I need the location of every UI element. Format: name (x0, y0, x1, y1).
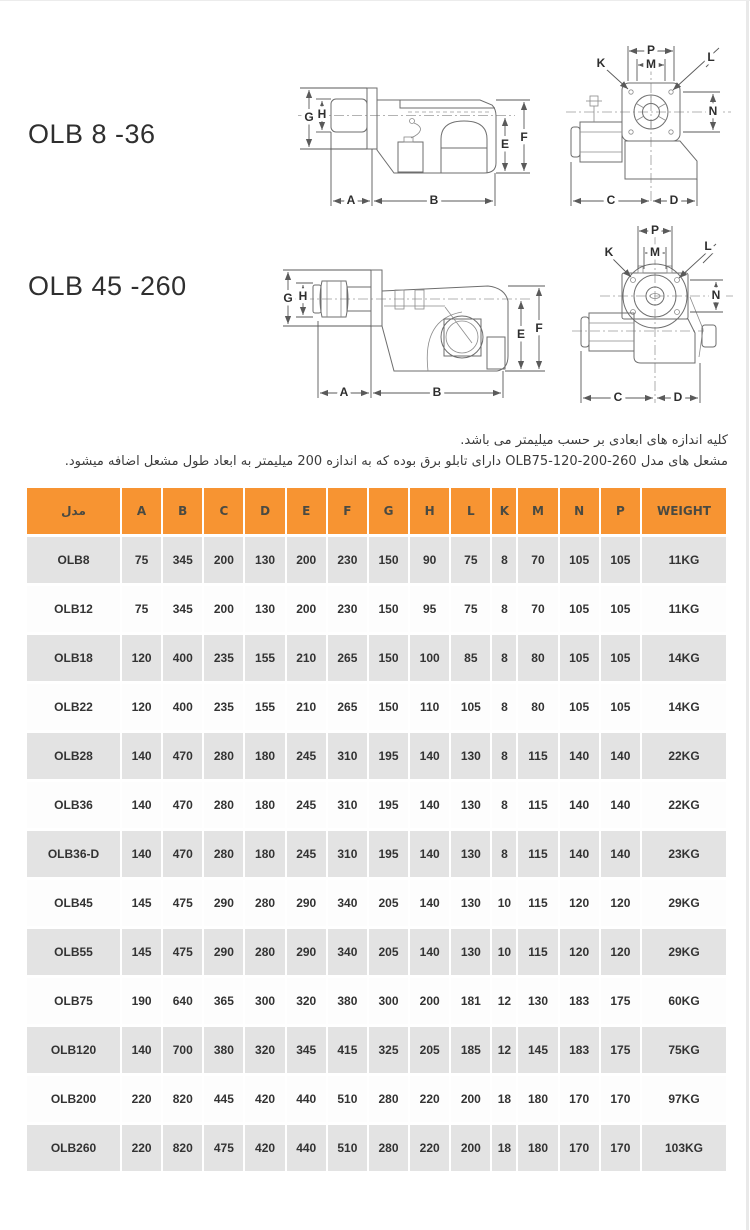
value-cell-a: 220 (122, 1125, 161, 1171)
value-cell-g: 195 (369, 831, 408, 877)
value-cell-h: 205 (410, 1027, 449, 1073)
value-cell-n: 140 (560, 733, 599, 779)
value-cell-m: 180 (518, 1125, 557, 1171)
value-cell-c: 290 (204, 929, 243, 975)
value-cell-l: 85 (451, 635, 490, 681)
value-cell-weight: 60KG (642, 978, 726, 1024)
column-header-b: B (163, 488, 202, 534)
value-cell-h: 140 (410, 831, 449, 877)
value-cell-b: 400 (163, 684, 202, 730)
value-cell-d: 180 (245, 733, 284, 779)
column-header-weight: WEIGHT (642, 488, 726, 534)
bolt-hole (629, 130, 633, 134)
value-cell-b: 470 (163, 782, 202, 828)
value-cell-weight: 11KG (642, 586, 726, 632)
value-cell-p: 105 (601, 684, 640, 730)
value-cell-weight: 75KG (642, 1027, 726, 1073)
dim-label-l: L (707, 50, 715, 65)
olb8-36-side-drawing (298, 88, 530, 207)
value-cell-g: 280 (369, 1125, 408, 1171)
value-cell-a: 140 (122, 831, 161, 877)
value-cell-e: 245 (287, 782, 326, 828)
table-row-olb36 (27, 782, 726, 828)
column-header-h: H (410, 488, 449, 534)
value-cell-h: 220 (410, 1076, 449, 1122)
value-cell-c: 200 (204, 586, 243, 632)
value-cell-weight: 14KG (642, 635, 726, 681)
model-cell: OLB18 (27, 635, 120, 681)
dim-label-n: N (708, 104, 718, 119)
dim-label-n: N (711, 288, 721, 303)
dim-label-a: A (339, 385, 349, 400)
value-cell-n: 140 (560, 782, 599, 828)
dim-label-a: A (346, 193, 356, 208)
value-cell-d: 300 (245, 978, 284, 1024)
value-cell-b: 470 (163, 831, 202, 877)
value-cell-e: 440 (287, 1125, 326, 1171)
fan-circle (441, 316, 483, 358)
value-cell-e: 245 (287, 831, 326, 877)
value-cell-m: 180 (518, 1076, 557, 1122)
model-cell: OLB200 (27, 1076, 120, 1122)
value-cell-h: 110 (410, 684, 449, 730)
value-cell-n: 105 (560, 635, 599, 681)
value-cell-p: 175 (601, 978, 640, 1024)
value-cell-a: 140 (122, 733, 161, 779)
mounting-flange (371, 270, 382, 326)
value-cell-p: 175 (601, 1027, 640, 1073)
value-cell-f: 380 (328, 978, 367, 1024)
value-cell-c: 445 (204, 1076, 243, 1122)
value-cell-h: 220 (410, 1125, 449, 1171)
olb45-260-front-drawing (572, 223, 733, 404)
dim-label-h: H (298, 289, 308, 304)
value-cell-b: 640 (163, 978, 202, 1024)
dim-label-p: P (650, 223, 660, 238)
value-cell-c: 280 (204, 782, 243, 828)
value-cell-b: 820 (163, 1076, 202, 1122)
value-cell-b: 400 (163, 635, 202, 681)
value-cell-b: 700 (163, 1027, 202, 1073)
dim-label-l: L (704, 239, 712, 254)
column-header-g: G (369, 488, 408, 534)
table-row-olb36-d (27, 831, 726, 877)
value-cell-d: 420 (245, 1076, 284, 1122)
value-cell-n: 105 (560, 586, 599, 632)
value-cell-m: 70 (518, 586, 557, 632)
value-cell-a: 220 (122, 1076, 161, 1122)
body-step (400, 100, 495, 108)
value-cell-m: 115 (518, 880, 557, 926)
value-cell-m: 115 (518, 831, 557, 877)
value-cell-c: 380 (204, 1027, 243, 1073)
body-silhouette (625, 141, 697, 179)
header-row (27, 488, 726, 534)
value-cell-m: 80 (518, 635, 557, 681)
table-row-olb45 (27, 880, 726, 926)
column-header-m: M (518, 488, 557, 534)
column-header-l: L (451, 488, 490, 534)
value-cell-weight: 14KG (642, 684, 726, 730)
value-cell-l: 130 (451, 831, 490, 877)
dim-label-m: M (650, 245, 660, 260)
column-header-e: E (287, 488, 326, 534)
value-cell-k: 8 (492, 635, 516, 681)
value-cell-g: 280 (369, 1076, 408, 1122)
model-cell: OLB55 (27, 929, 120, 975)
value-cell-p: 170 (601, 1125, 640, 1171)
value-cell-weight: 97KG (642, 1076, 726, 1122)
dim-label-m: M (646, 57, 656, 72)
dim-label-g: G (283, 291, 293, 306)
value-cell-p: 170 (601, 1076, 640, 1122)
fan-circle-inner (446, 321, 478, 353)
value-cell-n: 183 (560, 978, 599, 1024)
value-cell-d: 155 (245, 684, 284, 730)
value-cell-d: 130 (245, 537, 284, 583)
value-cell-d: 155 (245, 635, 284, 681)
value-cell-c: 200 (204, 537, 243, 583)
value-cell-m: 145 (518, 1027, 557, 1073)
value-cell-a: 75 (122, 537, 161, 583)
model-cell: OLB12 (27, 586, 120, 632)
table-row-olb200 (27, 1076, 726, 1122)
model-cell: OLB45 (27, 880, 120, 926)
value-cell-m: 115 (518, 733, 557, 779)
table-row-olb55 (27, 929, 726, 975)
value-cell-b: 345 (163, 586, 202, 632)
model-range-title-olb8-36: OLB 8 -36 (28, 119, 156, 149)
value-cell-b: 475 (163, 880, 202, 926)
value-cell-n: 183 (560, 1027, 599, 1073)
value-cell-b: 820 (163, 1125, 202, 1171)
value-cell-b: 475 (163, 929, 202, 975)
value-cell-e: 210 (287, 684, 326, 730)
value-cell-m: 80 (518, 684, 557, 730)
value-cell-p: 120 (601, 880, 640, 926)
value-cell-m: 115 (518, 929, 557, 975)
value-cell-weight: 11KG (642, 537, 726, 583)
value-cell-h: 140 (410, 782, 449, 828)
bolt-hole (669, 90, 673, 94)
dim-label-e: E (500, 137, 510, 152)
burner-body (377, 100, 496, 173)
value-cell-a: 190 (122, 978, 161, 1024)
model-range-title-olb45-260: OLB 45 -260 (28, 271, 187, 301)
value-cell-a: 120 (122, 635, 161, 681)
motor-cap (581, 317, 589, 347)
bolt-hole (631, 310, 636, 315)
value-cell-p: 140 (601, 733, 640, 779)
value-cell-d: 180 (245, 782, 284, 828)
value-cell-l: 181 (451, 978, 490, 1024)
note-control-panel: مشعل های مدل OLB75-120-200-260 دارای تابلو برق بوده که به اندازه 200 میلیمتر به ابعاد طول مشعل اضافه میشود. (64, 454, 728, 469)
photocell-box (702, 325, 716, 347)
model-cell: OLB75 (27, 978, 120, 1024)
value-cell-c: 475 (204, 1125, 243, 1171)
value-cell-k: 8 (492, 586, 516, 632)
table-row-olb12 (27, 586, 726, 632)
value-cell-f: 510 (328, 1125, 367, 1171)
fan-frame (444, 319, 481, 356)
value-cell-l: 130 (451, 929, 490, 975)
model-cell: OLB36-D (27, 831, 120, 877)
dim-label-f: F (535, 321, 543, 336)
dim-label-b: B (429, 193, 439, 208)
value-cell-p: 120 (601, 929, 640, 975)
value-cell-h: 200 (410, 978, 449, 1024)
value-cell-h: 140 (410, 929, 449, 975)
value-cell-a: 145 (122, 929, 161, 975)
value-cell-c: 280 (204, 831, 243, 877)
value-cell-n: 120 (560, 929, 599, 975)
column-header-n: N (560, 488, 599, 534)
value-cell-g: 325 (369, 1027, 408, 1073)
value-cell-f: 310 (328, 733, 367, 779)
table-row-olb22 (27, 684, 726, 730)
value-cell-l: 185 (451, 1027, 490, 1073)
value-cell-h: 90 (410, 537, 449, 583)
value-cell-e: 245 (287, 733, 326, 779)
model-cell: OLB28 (27, 733, 120, 779)
value-cell-m: 115 (518, 782, 557, 828)
value-cell-l: 75 (451, 586, 490, 632)
value-cell-k: 18 (492, 1076, 516, 1122)
dim-label-e: E (516, 327, 526, 342)
value-cell-g: 150 (369, 684, 408, 730)
value-cell-e: 345 (287, 1027, 326, 1073)
value-cell-c: 280 (204, 733, 243, 779)
value-cell-e: 320 (287, 978, 326, 1024)
value-cell-b: 345 (163, 537, 202, 583)
dim-label-p: P (646, 43, 656, 58)
value-cell-k: 8 (492, 537, 516, 583)
wire-curve (411, 123, 420, 138)
value-cell-n: 140 (560, 831, 599, 877)
value-cell-e: 200 (287, 586, 326, 632)
value-cell-l: 200 (451, 1125, 490, 1171)
value-cell-f: 265 (328, 684, 367, 730)
value-cell-p: 105 (601, 586, 640, 632)
value-cell-g: 150 (369, 537, 408, 583)
dim-label-h: H (317, 107, 327, 122)
column-header-c: C (204, 488, 243, 534)
value-cell-e: 440 (287, 1076, 326, 1122)
value-cell-k: 10 (492, 880, 516, 926)
bolt-hole (629, 90, 633, 94)
value-cell-a: 75 (122, 586, 161, 632)
value-cell-f: 340 (328, 880, 367, 926)
value-cell-e: 290 (287, 880, 326, 926)
value-cell-h: 140 (410, 880, 449, 926)
column-header-k: K (492, 488, 516, 534)
value-cell-weight: 103KG (642, 1125, 726, 1171)
model-cell: OLB120 (27, 1027, 120, 1073)
table-row-olb260 (27, 1125, 726, 1171)
value-cell-n: 170 (560, 1076, 599, 1122)
value-cell-l: 75 (451, 537, 490, 583)
bolt-hole (675, 310, 680, 315)
value-cell-p: 140 (601, 831, 640, 877)
value-cell-n: 105 (560, 684, 599, 730)
column-header-f: F (328, 488, 367, 534)
fan-housing-arch (441, 121, 487, 173)
technical-drawings (0, 1, 750, 431)
value-cell-m: 130 (518, 978, 557, 1024)
note-units: کلیه اندازه های ابعادی بر حسب میلیمتر می باشد. (460, 433, 728, 448)
model-cell: OLB36 (27, 782, 120, 828)
motor (580, 122, 622, 162)
value-cell-m: 70 (518, 537, 557, 583)
dim-label-d: D (673, 390, 683, 405)
dimensions-table (25, 485, 728, 1174)
dim-label-k: K (596, 56, 606, 71)
value-cell-f: 310 (328, 831, 367, 877)
table-row-olb18 (27, 635, 726, 681)
value-cell-h: 100 (410, 635, 449, 681)
wire-node (410, 119, 415, 124)
value-cell-a: 140 (122, 782, 161, 828)
dim-label-c: C (606, 193, 616, 208)
value-cell-l: 130 (451, 733, 490, 779)
column-header-p: P (601, 488, 640, 534)
value-cell-h: 140 (410, 733, 449, 779)
value-cell-p: 105 (601, 537, 640, 583)
mounting-flange (367, 88, 377, 149)
value-cell-d: 180 (245, 831, 284, 877)
value-cell-n: 120 (560, 880, 599, 926)
value-cell-d: 130 (245, 586, 284, 632)
table-header (27, 488, 726, 534)
value-cell-a: 140 (122, 1027, 161, 1073)
dim-label-b: B (432, 385, 442, 400)
model-cell: OLB22 (27, 684, 120, 730)
value-cell-g: 195 (369, 733, 408, 779)
value-cell-l: 130 (451, 782, 490, 828)
model-cell: OLB8 (27, 537, 120, 583)
olb45-260-side-drawing (283, 270, 545, 399)
value-cell-g: 150 (369, 586, 408, 632)
table-body (27, 537, 726, 1171)
column-header-model: مدل (27, 488, 120, 534)
value-cell-p: 105 (601, 635, 640, 681)
fan-scroll (427, 312, 462, 371)
value-cell-weight: 22KG (642, 782, 726, 828)
value-cell-e: 210 (287, 635, 326, 681)
value-cell-g: 195 (369, 782, 408, 828)
value-cell-k: 8 (492, 831, 516, 877)
column-header-d: D (245, 488, 284, 534)
dim-label-g: G (304, 110, 314, 125)
table-row-olb75 (27, 978, 726, 1024)
value-cell-c: 235 (204, 635, 243, 681)
value-cell-g: 300 (369, 978, 408, 1024)
olb8-36-front-drawing (566, 43, 731, 207)
motor-cap (571, 127, 580, 157)
dim-label-f: F (520, 130, 528, 145)
value-cell-d: 320 (245, 1027, 284, 1073)
dim-label-c: C (613, 390, 623, 405)
bolt-hole (669, 130, 673, 134)
value-cell-g: 205 (369, 880, 408, 926)
value-cell-d: 420 (245, 1125, 284, 1171)
value-cell-p: 140 (601, 782, 640, 828)
column-header-a: A (122, 488, 161, 534)
value-cell-l: 105 (451, 684, 490, 730)
dim-label-k: K (604, 245, 614, 260)
value-cell-f: 340 (328, 929, 367, 975)
value-cell-d: 280 (245, 880, 284, 926)
dim-label-d: D (669, 193, 679, 208)
value-cell-f: 310 (328, 782, 367, 828)
value-cell-g: 205 (369, 929, 408, 975)
value-cell-k: 8 (492, 733, 516, 779)
value-cell-k: 10 (492, 929, 516, 975)
table-row-olb28 (27, 733, 726, 779)
value-cell-e: 200 (287, 537, 326, 583)
value-cell-c: 365 (204, 978, 243, 1024)
value-cell-f: 265 (328, 635, 367, 681)
terminal-box (487, 337, 505, 369)
value-cell-n: 105 (560, 537, 599, 583)
value-cell-c: 290 (204, 880, 243, 926)
bolt-hole (675, 278, 680, 283)
value-cell-k: 12 (492, 978, 516, 1024)
value-cell-k: 8 (492, 684, 516, 730)
value-cell-l: 200 (451, 1076, 490, 1122)
bolt-hole (631, 278, 636, 283)
value-cell-f: 510 (328, 1076, 367, 1122)
value-cell-g: 150 (369, 635, 408, 681)
value-cell-k: 12 (492, 1027, 516, 1073)
value-cell-b: 470 (163, 733, 202, 779)
table-row-olb120 (27, 1027, 726, 1073)
value-cell-f: 230 (328, 586, 367, 632)
table-row-olb8 (27, 537, 726, 583)
value-cell-c: 235 (204, 684, 243, 730)
value-cell-a: 145 (122, 880, 161, 926)
value-cell-a: 120 (122, 684, 161, 730)
value-cell-e: 290 (287, 929, 326, 975)
value-cell-weight: 29KG (642, 880, 726, 926)
value-cell-f: 230 (328, 537, 367, 583)
value-cell-l: 130 (451, 880, 490, 926)
value-cell-weight: 29KG (642, 929, 726, 975)
value-cell-k: 8 (492, 782, 516, 828)
value-cell-k: 18 (492, 1125, 516, 1171)
value-cell-f: 415 (328, 1027, 367, 1073)
notes-block (28, 430, 728, 472)
value-cell-weight: 22KG (642, 733, 726, 779)
pump-box (398, 142, 423, 172)
value-cell-n: 170 (560, 1125, 599, 1171)
value-cell-h: 95 (410, 586, 449, 632)
value-cell-weight: 23KG (642, 831, 726, 877)
model-cell: OLB260 (27, 1125, 120, 1171)
value-cell-d: 280 (245, 929, 284, 975)
